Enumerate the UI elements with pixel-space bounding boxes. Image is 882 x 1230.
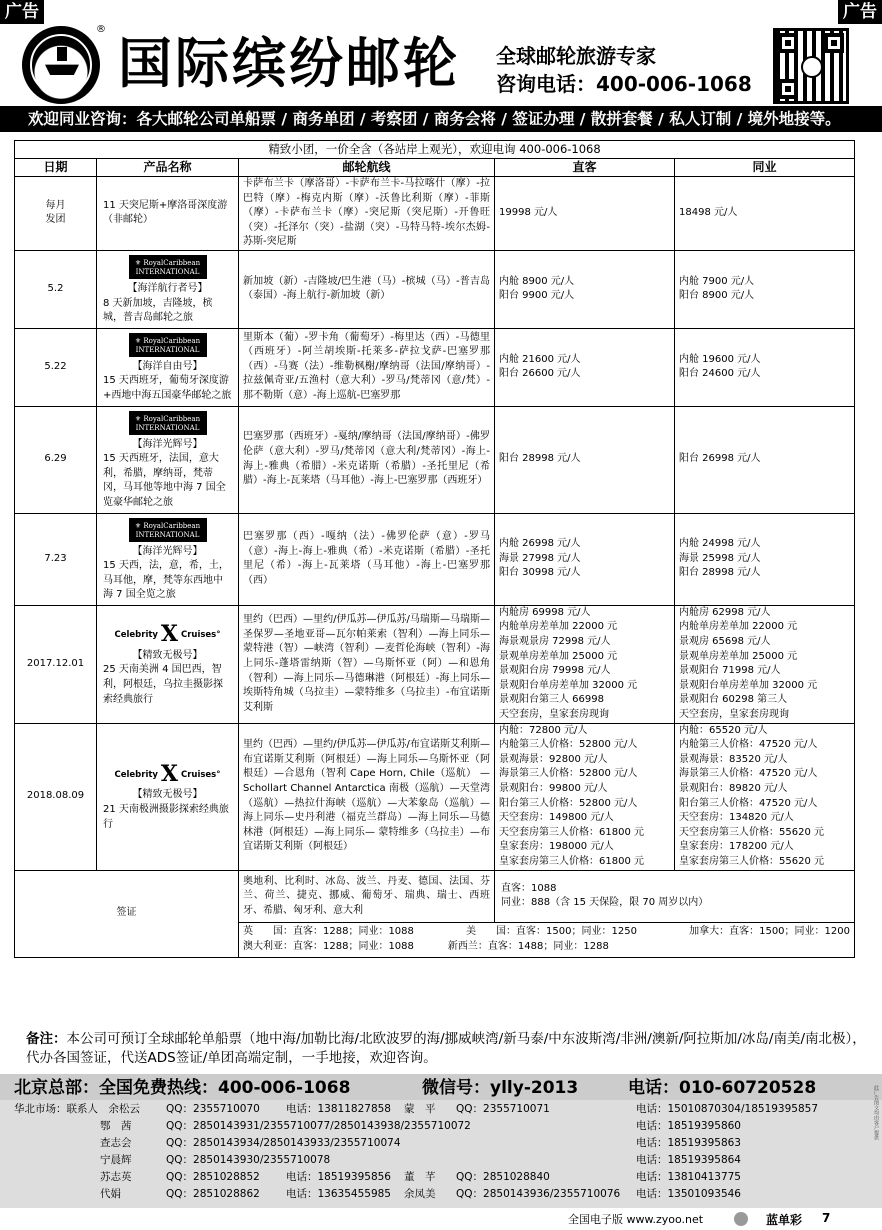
row-route: 卡萨布兰卡（摩洛哥）-卡萨布兰卡-马拉喀什（摩）-拉巴特（摩）-梅克内斯（摩）-沃鲁比利斯（摩）-菲斯（摩）-卡萨布兰卡（摩）-突尼斯（突尼斯）-开鲁旺（突）-托泽尔（突）-盐湖（突）-马特马特-埃尔杰姆-苏斯-突尼斯 bbox=[239, 177, 495, 251]
row-date: 6.29 bbox=[15, 406, 97, 513]
contact-row bbox=[0, 1119, 882, 1134]
header-direct: 直客 bbox=[495, 159, 675, 177]
hq-tel: 电话：010-60720528 bbox=[628, 1078, 817, 1098]
table-row bbox=[15, 406, 855, 513]
row-price-trade: 内舱 19600 元/人 阳台 24600 元/人 bbox=[675, 328, 855, 406]
contact-field: QQ：2355710071 bbox=[456, 1103, 550, 1115]
row-product: Celebrity X Cruises° 【精致无极号】 25 天南美洲 4 国巴西，智利，阿根廷，乌拉圭摄影探索经典旅行 bbox=[97, 605, 239, 723]
visa-uk: 英 国：直客：1288；同业：1088 bbox=[243, 926, 414, 938]
contact-field: 苏志英 bbox=[100, 1171, 132, 1183]
row-price-direct: 内舱房 69998 元/人 内舱单房差单加 22000 元 海景观景房 72998 元/人 景观单房差单加 25000 元 景观阳台房 79998 元/人 景观阳台单房差单加 32000 元 景观阳台第三人 66998 天空套房，皇家套房现询 bbox=[495, 605, 675, 723]
row-date: 2018.08.09 bbox=[15, 723, 97, 870]
row-product: 11 天突尼斯+摩洛哥深度游（非邮轮） bbox=[97, 177, 239, 251]
row-price-trade: 内舱房 62998 元/人 内舱单房差单加 22000 元 景观房 65698 元/人 景观单房差单加 25000 元 景观阳台 71998 元/人 景观阳台单房差单加 32000 元 景观阳台 60298 第三人 天空套房，皇家套房现询 bbox=[675, 605, 855, 723]
visa-direct: 直客：1088 bbox=[501, 882, 557, 894]
header-date: 日期 bbox=[15, 159, 97, 177]
contact-row bbox=[0, 1187, 882, 1202]
header-route: 邮轮航线 bbox=[239, 159, 495, 177]
notes-label: 备注： bbox=[26, 1031, 67, 1047]
visa-trade: 同业：888（含 15 天保险，限 70 周岁以内） bbox=[501, 897, 709, 909]
row-date: 7.23 bbox=[15, 513, 97, 605]
contact-row bbox=[0, 1153, 882, 1168]
row-price-trade: 内舱：65520 元/人 内舱第三人价格：47520 元/人 景观海景：83520 元/人 海景第三人价格：47520 元/人 景观阳台：89820 元/人 阳台第三人价格：47520 元/人 天空套房：134820 元/人 天空套房第三人价格：55620 元 皇家套房：178200 元/人 皇家套房第三人价格：55620 元 bbox=[675, 723, 855, 870]
table-row bbox=[15, 250, 855, 328]
hq-office: 北京总部：全国免费热线：400-006-1068 bbox=[14, 1078, 351, 1098]
visa-countries: 奥地利、比利时、冰岛、波兰、丹麦、德国、法国、芬兰、荷兰、捷克、挪威、葡萄牙、瑞典、瑞士、西班牙、希腊、匈牙利、意大利 bbox=[239, 870, 495, 923]
contacts-block bbox=[0, 1100, 882, 1208]
contact-field: QQ：2355710070 bbox=[166, 1103, 260, 1115]
table-banner: 精致小团，一价全含（各站岸上观光），欢迎电询 400-006-1068 bbox=[15, 141, 855, 159]
contact-field: 电话：18519395856 bbox=[286, 1171, 391, 1183]
contact-field: 蒙 平 bbox=[404, 1103, 436, 1115]
contact-row bbox=[0, 1102, 882, 1117]
visa-nz: 新西兰：直客：1488；同业：1288 bbox=[447, 940, 609, 952]
header-trade: 同业 bbox=[675, 159, 855, 177]
row-price-direct: 内舱 8900 元/人 阳台 9900 元/人 bbox=[495, 250, 675, 328]
contact-field: 电话：13811827858 bbox=[286, 1103, 391, 1115]
contact-field: 余凤美 bbox=[404, 1188, 436, 1200]
contact-field: 查志会 bbox=[100, 1137, 132, 1149]
slogan: 全球邮轮旅游专家 bbox=[496, 44, 656, 68]
table-row bbox=[15, 328, 855, 406]
row-route: 新加坡（新）-吉隆坡/巴生港（马）-槟城（马）-普吉岛（泰国）-海上航行-新加坡（新） bbox=[239, 250, 495, 328]
visa-ca: 加拿大：直客：1500；同业：1200 bbox=[689, 926, 850, 938]
contact-field: 华北市场：联系人 余松云 bbox=[14, 1103, 140, 1115]
row-date: 2017.12.01 bbox=[15, 605, 97, 723]
row-price-trade: 18498 元/人 bbox=[675, 177, 855, 251]
row-product: ⚜ RoyalCaribbean INTERNATIONAL 【海洋自由号】 15 天西班牙，葡萄牙深度游+西地中海五国豪华邮轮之旅 bbox=[97, 328, 239, 406]
row-route: 里约（巴西）—里约/伊瓜苏—伊瓜苏/马瑞斯—马瑞斯—圣保罗—圣地亚哥—瓦尔帕莱索（智利）—海上同乐—蒙特港（智）—峡湾（智利）—麦哲伦海峡（智利）-海上同乐-蓬塔雷纳斯（智）—乌斯怀亚（阿）—和恩角（智利）—海上同乐—马德琳港（阿根廷）-海上同乐—埃斯特角城（乌拉圭）—蒙特维多（乌拉圭）-布宜诺斯艾利斯 bbox=[239, 605, 495, 723]
side-note: 此广告图文均由客户提供 bbox=[873, 1085, 879, 1140]
row-price-direct: 内舱：72800 元/人 内舱第三人价格：52800 元/人 景观海景：92800 元/人 海景第三人价格：52800 元/人 景观阳台：99800 元/人 阳台第三人价格：52800 元/人 天空套房：149800 元/人 天空套房第三人价格：61800 元 皇家套房：198000 元/人 皇家套房第三人价格：61800 元 bbox=[495, 723, 675, 870]
row-product: Celebrity X Cruises° 【精致无极号】 21 天南极洲摄影探索经典旅行 bbox=[97, 723, 239, 870]
celebrity-cruises-logo: Celebrity X Cruises° bbox=[114, 761, 221, 787]
footer-section: 蓝单彩 bbox=[766, 1213, 803, 1227]
registered-mark: ® bbox=[96, 24, 106, 35]
contact-field: 宁晨辉 bbox=[100, 1154, 132, 1166]
contact-field: 电话：18519395860 bbox=[636, 1120, 741, 1132]
row-date: 5.2 bbox=[15, 250, 97, 328]
royal-caribbean-logo: ⚜ RoyalCaribbean INTERNATIONAL bbox=[129, 518, 207, 542]
ad-tag-left: 广告 bbox=[0, 0, 44, 24]
contact-field: 董 芊 bbox=[404, 1171, 436, 1183]
footer-logo-icon bbox=[734, 1212, 748, 1226]
contact-field: 电话：13501093546 bbox=[636, 1188, 741, 1200]
row-product: ⚜ RoyalCaribbean INTERNATIONAL 【海洋光辉号】 15 天西班牙，法国，意大利，希腊，摩纳哥，梵蒂冈，马耳他等地中海 7 国全览豪华邮轮之旅 bbox=[97, 406, 239, 513]
brand-title: 国际缤纷邮轮 bbox=[118, 31, 460, 95]
contact-row bbox=[0, 1136, 882, 1151]
notes bbox=[26, 1030, 866, 1068]
row-route: 巴塞罗那（西班牙）-戛纳/摩纳哥（法国/摩纳哥）-佛罗伦萨（意大利）-罗马/梵蒂冈（意大利/梵蒂冈）-海上-海上-雅典（希腊）-米克诺斯（希腊）-圣托里尼（希腊）-海上-瓦莱塔（马耳他）-海上-巴塞罗那（西班牙） bbox=[239, 406, 495, 513]
row-price-direct: 19998 元/人 bbox=[495, 177, 675, 251]
ad-tag-right: 广告 bbox=[838, 0, 882, 24]
header-product: 产品名称 bbox=[97, 159, 239, 177]
contact-field: 电话：18519395863 bbox=[636, 1137, 741, 1149]
row-route: 里约（巴西）—里约/伊瓜苏—伊瓜苏/布宜诺斯艾利斯—布宜诺斯艾利斯（阿根廷）—海上同乐—乌斯怀亚（阿根廷）—合恩角（智利 Cape Horn, Chile（巡航） — Schollart Channel Antarctica 南极（巡航）—天堂湾（巡航）—热拉什海峡（巡航）—大苯象岛（巡航）—海上同乐—史丹利港（福克兰群岛）—海上同乐—马德林港（阿根廷）—海上同乐— 蒙特维多（乌拉圭）—布宜诺斯艾利斯（阿根廷） bbox=[239, 723, 495, 870]
row-price-trade: 内舱 7900 元/人 阳台 8900 元/人 bbox=[675, 250, 855, 328]
row-price-direct: 内舱 21600 元/人 阳台 26600 元/人 bbox=[495, 328, 675, 406]
visa-au: 澳大利亚：直客：1288；同业：1088 bbox=[243, 940, 414, 952]
services-banner: 欢迎同业咨询：各大邮轮公司单船票 / 商务单团 / 考察团 / 商务会将 / 签证办理 / 散拼套餐 / 私人订制 / 境外地接等。 bbox=[0, 106, 882, 132]
footer-web: 全国电子版 www.zyoo.net bbox=[568, 1213, 704, 1226]
contact-field: QQ：2850143934/2850143933/2355710074 bbox=[166, 1137, 401, 1149]
royal-caribbean-logo: ⚜ RoyalCaribbean INTERNATIONAL bbox=[129, 333, 207, 357]
contact-field: QQ：2850143930/2355710078 bbox=[166, 1154, 331, 1166]
contact-field: QQ：2851028852 bbox=[166, 1171, 260, 1183]
table-row bbox=[15, 605, 855, 723]
contact-field: QQ：2850143936/2355710076 bbox=[456, 1188, 621, 1200]
footer-page: 7 bbox=[822, 1211, 831, 1225]
contact-field: 电话：13810413775 bbox=[636, 1171, 741, 1183]
table-row bbox=[15, 513, 855, 605]
contact-field: 代娟 bbox=[100, 1188, 121, 1200]
table-row bbox=[15, 723, 855, 870]
contact-row bbox=[0, 1170, 882, 1185]
row-product: ⚜ RoyalCaribbean INTERNATIONAL 【海洋光辉号】 15 天西，法，意，希，土，马耳他，摩，梵等东西地中海 7 国全览之旅 bbox=[97, 513, 239, 605]
row-price-trade: 内舱 24998 元/人 海景 25998 元/人 阳台 28998 元/人 bbox=[675, 513, 855, 605]
row-date: 5.22 bbox=[15, 328, 97, 406]
table-row bbox=[15, 177, 855, 251]
contact-field: QQ：2851028862 bbox=[166, 1188, 260, 1200]
contact-field: 电话：15010870304/18519395857 bbox=[636, 1103, 819, 1115]
visa-label: 签证 bbox=[15, 870, 239, 957]
row-date: 每月 发团 bbox=[15, 177, 97, 251]
footer bbox=[0, 1207, 882, 1230]
row-product: ⚜ RoyalCaribbean INTERNATIONAL 【海洋航行者号】 8 天新加坡，吉隆坡，槟城，普吉岛邮轮之旅 bbox=[97, 250, 239, 328]
contact-field: 电话：13635455985 bbox=[286, 1188, 391, 1200]
hq-bar bbox=[0, 1074, 882, 1102]
row-price-direct: 阳台 28998 元/人 bbox=[495, 406, 675, 513]
row-price-trade: 阳台 26998 元/人 bbox=[675, 406, 855, 513]
visa-us: 美 国：直客：1500；同业：1250 bbox=[466, 926, 637, 938]
contact-field: QQ：2851028840 bbox=[456, 1171, 550, 1183]
hq-wechat: 微信号：ylly-2013 bbox=[422, 1078, 579, 1098]
cruise-table bbox=[14, 140, 855, 958]
royal-caribbean-logo: ⚜ RoyalCaribbean INTERNATIONAL bbox=[129, 411, 207, 435]
notes-text: 本公司可预订全球邮轮单船票（地中海/加勒比海/北欧波罗的海/挪威峡湾/新马泰/中东波斯湾/非洲/澳新/阿拉斯加/冰岛/南美/南北极），代办各国签证，代送ADS签证/单团高端定制，一手地接，欢迎咨询。 bbox=[26, 1031, 866, 1066]
visa-row bbox=[15, 870, 855, 923]
company-logo bbox=[22, 26, 100, 104]
row-route: 里斯本（葡）-罗卡角（葡萄牙）-梅里达（西）-马德里（西班牙）-阿兰胡埃斯-托莱多-萨拉戈萨-巴塞罗那（西）-马赛（法）-维勒枫榭/摩纳哥（法国/摩纳哥）-拉兹佩奇亚/五渔村（意大利）-罗马/梵蒂冈（意/梵）-那不勒斯（意）-海上巡航-巴塞罗那 bbox=[239, 328, 495, 406]
celebrity-cruises-logo: Celebrity X Cruises° bbox=[114, 621, 221, 648]
qr-code-icon bbox=[773, 28, 849, 104]
contact-field: 电话：18519395864 bbox=[636, 1154, 741, 1166]
row-price-direct: 内舱 26998 元/人 海景 27998 元/人 阳台 30998 元/人 bbox=[495, 513, 675, 605]
contact-field: QQ：2850143931/2355710077/2850143938/2355710072 bbox=[166, 1120, 471, 1132]
hotline: 咨询电话：400-006-1068 bbox=[496, 72, 752, 96]
royal-caribbean-logo: ⚜ RoyalCaribbean INTERNATIONAL bbox=[129, 255, 207, 279]
row-route: 巴塞罗那（西）-嘎纳（法）-佛罗伦萨（意）-罗马（意）-海上-海上-雅典（希）-米克诺斯（希腊）-圣托里尼（希）-海上-瓦莱塔（马耳他）-海上-巴塞罗那（西） bbox=[239, 513, 495, 605]
contact-field: 鄂 茜 bbox=[100, 1120, 132, 1132]
